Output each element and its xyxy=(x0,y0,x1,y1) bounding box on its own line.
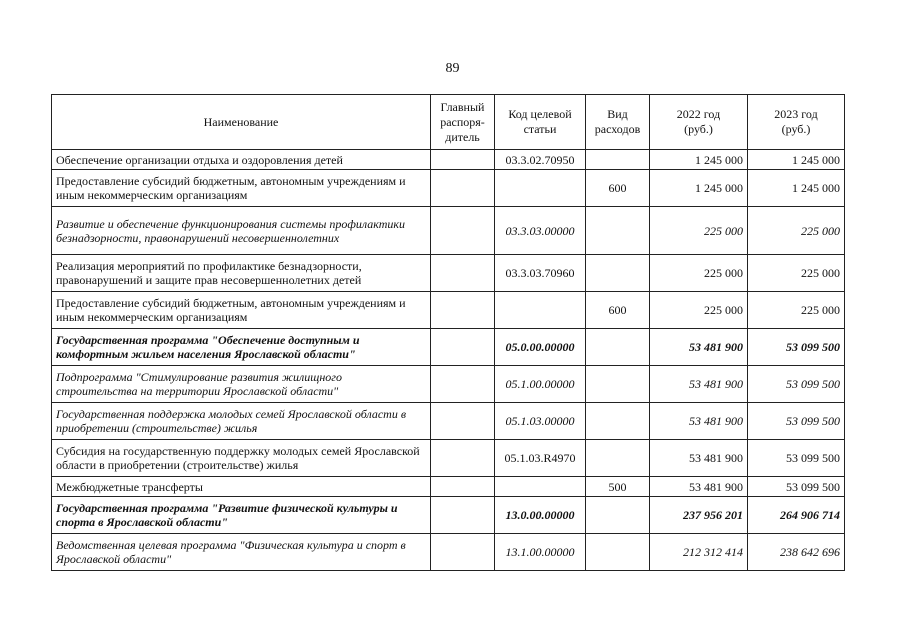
cell-code: 13.1.00.00000 xyxy=(495,534,586,571)
cell-code: 05.1.03.R4970 xyxy=(495,440,586,477)
table-row xyxy=(52,403,845,440)
cell-2023: 225 000 xyxy=(748,292,845,329)
header-name: Наименование xyxy=(52,95,431,150)
cell-code: 05.0.00.00000 xyxy=(495,329,586,366)
cell-name: Государственная поддержка молодых семей Ярославской области в приобретении (строительстве) жилья xyxy=(52,403,431,440)
cell-2023: 53 099 500 xyxy=(748,440,845,477)
table-row xyxy=(52,292,845,329)
header-manager: Главный распоря- дитель xyxy=(431,95,495,150)
cell-code: 13.0.00.00000 xyxy=(495,497,586,534)
cell-name: Межбюджетные трансферты xyxy=(52,477,431,497)
cell-name: Предоставление субсидий бюджетным, автономным учреждениям и иным некоммерческим организациям xyxy=(52,292,431,329)
cell-name: Ведомственная целевая программа "Физическая культура и спорт в Ярославской области" xyxy=(52,534,431,571)
cell-vid xyxy=(586,207,650,255)
table-row xyxy=(52,150,845,170)
cell-vid xyxy=(586,440,650,477)
cell-name: Предоставление субсидий бюджетным, автономным учреждениям и иным некоммерческим организациям xyxy=(52,170,431,207)
cell-code xyxy=(495,292,586,329)
header-2023: 2023 год (руб.) xyxy=(748,95,845,150)
cell-vid xyxy=(586,366,650,403)
table-row xyxy=(52,255,845,292)
cell-2022: 225 000 xyxy=(650,207,748,255)
cell-manager xyxy=(431,170,495,207)
cell-manager xyxy=(431,329,495,366)
cell-2022: 53 481 900 xyxy=(650,440,748,477)
cell-2023: 53 099 500 xyxy=(748,403,845,440)
cell-vid: 500 xyxy=(586,477,650,497)
cell-name: Субсидия на государственную поддержку молодых семей Ярославской области в приобретении (строительстве) жилья xyxy=(52,440,431,477)
table-row xyxy=(52,366,845,403)
cell-manager xyxy=(431,292,495,329)
cell-vid xyxy=(586,403,650,440)
table-row xyxy=(52,497,845,534)
cell-name: Развитие и обеспечение функционирования системы профилактики безнадзорности, правонарушений несовершеннолетних xyxy=(52,207,431,255)
cell-2022: 237 956 201 xyxy=(650,497,748,534)
cell-manager xyxy=(431,477,495,497)
cell-manager xyxy=(431,207,495,255)
cell-2022: 53 481 900 xyxy=(650,477,748,497)
cell-manager xyxy=(431,440,495,477)
cell-manager xyxy=(431,403,495,440)
table-body xyxy=(52,150,845,571)
cell-2023: 53 099 500 xyxy=(748,477,845,497)
cell-2023: 53 099 500 xyxy=(748,329,845,366)
cell-vid xyxy=(586,329,650,366)
cell-2023: 225 000 xyxy=(748,207,845,255)
cell-2022: 225 000 xyxy=(650,255,748,292)
cell-name: Реализация мероприятий по профилактике безнадзорности, правонарушений и защите прав несовершеннолетних детей xyxy=(52,255,431,292)
cell-2022: 53 481 900 xyxy=(650,366,748,403)
header-code: Код целевой статьи xyxy=(495,95,586,150)
cell-vid xyxy=(586,534,650,571)
table-header-row xyxy=(52,95,845,150)
cell-code xyxy=(495,477,586,497)
cell-code: 05.1.03.00000 xyxy=(495,403,586,440)
cell-2022: 1 245 000 xyxy=(650,170,748,207)
cell-2023: 238 642 696 xyxy=(748,534,845,571)
cell-manager xyxy=(431,534,495,571)
table-row xyxy=(52,170,845,207)
cell-code: 03.3.02.70950 xyxy=(495,150,586,170)
table-row xyxy=(52,534,845,571)
cell-vid xyxy=(586,150,650,170)
page-number: 89 xyxy=(445,61,460,76)
cell-manager xyxy=(431,366,495,403)
cell-2022: 53 481 900 xyxy=(650,403,748,440)
cell-name: Государственная программа "Развитие физической культуры и спорта в Ярославской области" xyxy=(52,497,431,534)
cell-2023: 1 245 000 xyxy=(748,170,845,207)
header-2022: 2022 год (руб.) xyxy=(650,95,748,150)
table-row xyxy=(52,329,845,366)
cell-code: 03.3.03.00000 xyxy=(495,207,586,255)
cell-2022: 212 312 414 xyxy=(650,534,748,571)
cell-manager xyxy=(431,150,495,170)
cell-2023: 1 245 000 xyxy=(748,150,845,170)
table-row xyxy=(52,477,845,497)
cell-vid xyxy=(586,255,650,292)
cell-vid xyxy=(586,497,650,534)
budget-table xyxy=(51,94,845,571)
cell-name: Государственная программа "Обеспечение доступным и комфортным жильем населения Ярославской области" xyxy=(52,329,431,366)
cell-2023: 264 906 714 xyxy=(748,497,845,534)
cell-name: Подпрограмма "Стимулирование развития жилищного строительства на территории Ярославской области" xyxy=(52,366,431,403)
cell-code xyxy=(495,170,586,207)
cell-2022: 53 481 900 xyxy=(650,329,748,366)
cell-code: 05.1.00.00000 xyxy=(495,366,586,403)
cell-code: 03.3.03.70960 xyxy=(495,255,586,292)
header-vid: Вид расходов xyxy=(586,95,650,150)
table-row xyxy=(52,440,845,477)
cell-2023: 53 099 500 xyxy=(748,366,845,403)
table-row xyxy=(52,207,845,255)
cell-2022: 225 000 xyxy=(650,292,748,329)
cell-vid: 600 xyxy=(586,170,650,207)
cell-name: Обеспечение организации отдыха и оздоровления детей xyxy=(52,150,431,170)
cell-vid: 600 xyxy=(586,292,650,329)
cell-manager xyxy=(431,497,495,534)
cell-2022: 1 245 000 xyxy=(650,150,748,170)
cell-manager xyxy=(431,255,495,292)
cell-2023: 225 000 xyxy=(748,255,845,292)
